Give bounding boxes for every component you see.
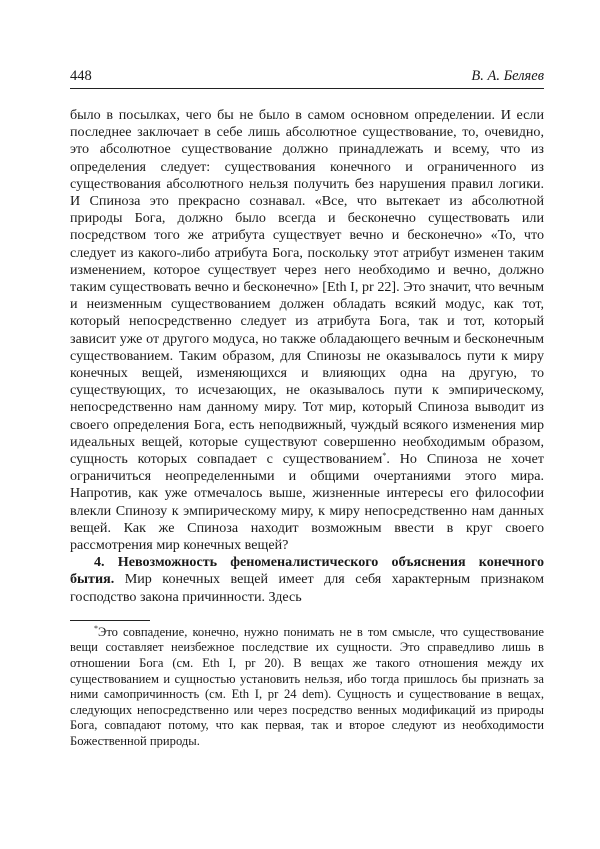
running-header [70,68,544,89]
footnote-text: Это совпадение, конечно, нужно понимать не в том смысле, что существование вещи составляет неизбежное последствие их сущности. Это справедливо лишь в отношении Бога (см. Eth I, pr 20). В вещах же такого отношения между их существованием и сущностью установить нельзя, ибо тогда пришлось бы признать за ними самопричинность (см. Eth I, pr 24 dem). Сущность и существование в вещах, следующих непосредственно или через посредство венных модификаций из природы Бога, совпадают потому, что как первая, так и второе следуют из необходимости Божественной природы. [70,624,544,749]
paragraph-1-text: было в посылках, чего бы не было в самом основном определении. И если последнее заключает в себе лишь абсолютное существование, то, очевидно, это абсолютное существование должно принадлежать и всему, что из определения следует: существования конечного и ограниченного из существования абсолютного нельзя получить без нарушения правил логики. И Спиноза это прекрасно сознавал. «Все, что вытекает из абсолютной природы Бога, должно было всегда и бесконечно существовать или посредством того же атрибута существует вечно и бесконечно» «То, что следует из какого-либо атрибута Бога, поскольку этот атрибут изменен таким изменением, которое существует через него необходимо и вечно, должно таким существовать вечно и бесконечно» [Eth I, pr 22]. Это значит, что вечным и неизменным существованием должен обладать всякий модус, как тот, который непосредственно следует из атрибута Бога, так и тот, который зависит уже от другого модуса, но также обладающего вечным и бесконечным существованием. Таким образом, для Спинозы не оказывалось пути к миру конечных вещей, изменяющихся и влияющих одна на другую, то существующих, то исчезающих, не оказывалось пути к эмпирическому, непосредственно нам данному миру. Тот мир, который Спиноза выводит из своего определения Бога, есть неподвижный, чуждый всякого изменения мир идеальных вещей, которые существуют совершенно необходимым образом, сущность которых совпадает с существованием [70,107,544,468]
section-heading: 4. Невозможность феноменалистического объяснения конечного бытия. [70,554,544,588]
footnote-reference[interactable]: * [382,451,387,461]
paragraph-1 [70,107,544,554]
footnote-divider [70,620,150,621]
paragraph-1-continued: . Но Спиноза не хочет ограничиться неопределенными и общими очертаниями этого мира. Напротив, как уже отмечалось выше, жизненные интересы его философии влекли Спинозу к эмпирическому миру, к миру непосредственно нам данных вещей. Как же Спиноза находит возможным ввести в круг своего рассмотрения мир конечных вещей? [70,451,544,554]
footnote [70,625,544,750]
paragraph-2-text: Мир конечных вещей имеет для себя характерным признаком господство закона причинности. Здесь [70,571,544,605]
page-number: 448 [70,68,92,84]
paragraph-2 [70,554,544,606]
running-author: В. А. Беляев [471,68,544,84]
footnote-marker: * [94,623,98,633]
main-text [70,107,544,606]
book-page [70,68,544,750]
